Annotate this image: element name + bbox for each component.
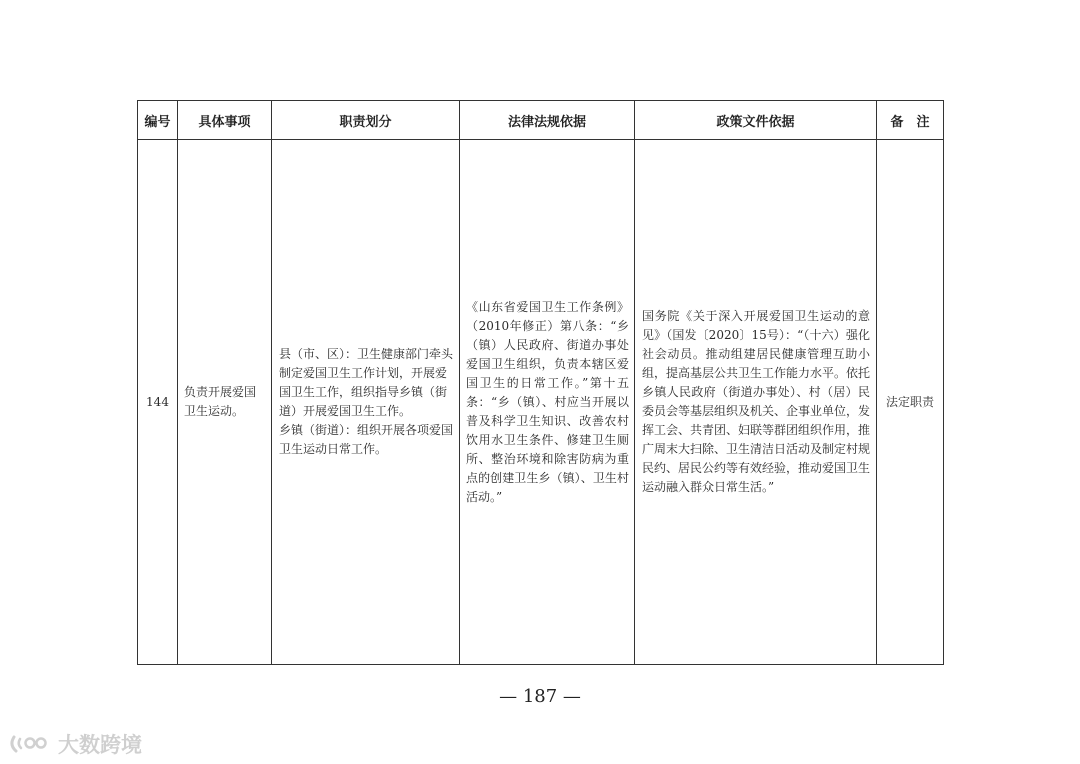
header-number: 编号 <box>138 101 178 140</box>
header-law: 法律法规依据 <box>460 101 635 140</box>
duty-table <box>137 100 944 665</box>
cell-policy: 国务院《关于深入开展爱国卫生运动的意见》（国发〔2020〕15号）：“（十六）强化社会动员。推动组建居民健康管理互助小组，提高基层公共卫生工作能力水平。依托乡镇人民政府（街道办事处）、村（居）民委员会等基层组织及机关、企事业单位，发挥工会、共青团、妇联等群团组织作用，推广周末大扫除、卫生清洁日活动及制定村规民约、居民公约等有效经验，推动爱国卫生运动融入群众日常生活。” <box>635 140 877 665</box>
header-policy: 政策文件依据 <box>635 101 877 140</box>
duty-township: 乡镇（街道）：组织开展各项爱国卫生运动日常工作。 <box>279 423 454 456</box>
cell-remark: 法定职责 <box>877 140 944 665</box>
header-item: 具体事项 <box>178 101 272 140</box>
table-header-row <box>138 101 944 140</box>
header-remark: 备 注 <box>877 101 944 140</box>
cell-item: 负责开展爱国卫生运动。 <box>178 140 272 665</box>
cell-number: 144 <box>138 140 178 665</box>
watermark <box>8 729 142 759</box>
brand-logo-icon <box>8 733 54 755</box>
page-number: — 187 — <box>499 686 581 707</box>
cell-duty <box>272 140 460 665</box>
header-duty: 职责划分 <box>272 101 460 140</box>
table-row <box>138 140 944 665</box>
watermark-text: 大数跨境 <box>58 733 142 757</box>
duty-county: 县（市、区）：卫生健康部门牵头制定爱国卫生工作计划，开展爱国卫生工作，组织指导乡镇（街道）开展爱国卫生工作。 <box>279 347 454 418</box>
cell-law: 《山东省爱国卫生工作条例》（2010年修正）第八条：“乡（镇）人民政府、街道办事处爱国卫生组织，负责本辖区爱国卫生的日常工作。”第十五条：“乡（镇）、村应当开展以普及科学卫生知识、改善农村饮用水卫生条件、修建卫生厕所、整治环境和除害防病为重点的创建卫生乡（镇）、卫生村活动。” <box>460 140 635 665</box>
